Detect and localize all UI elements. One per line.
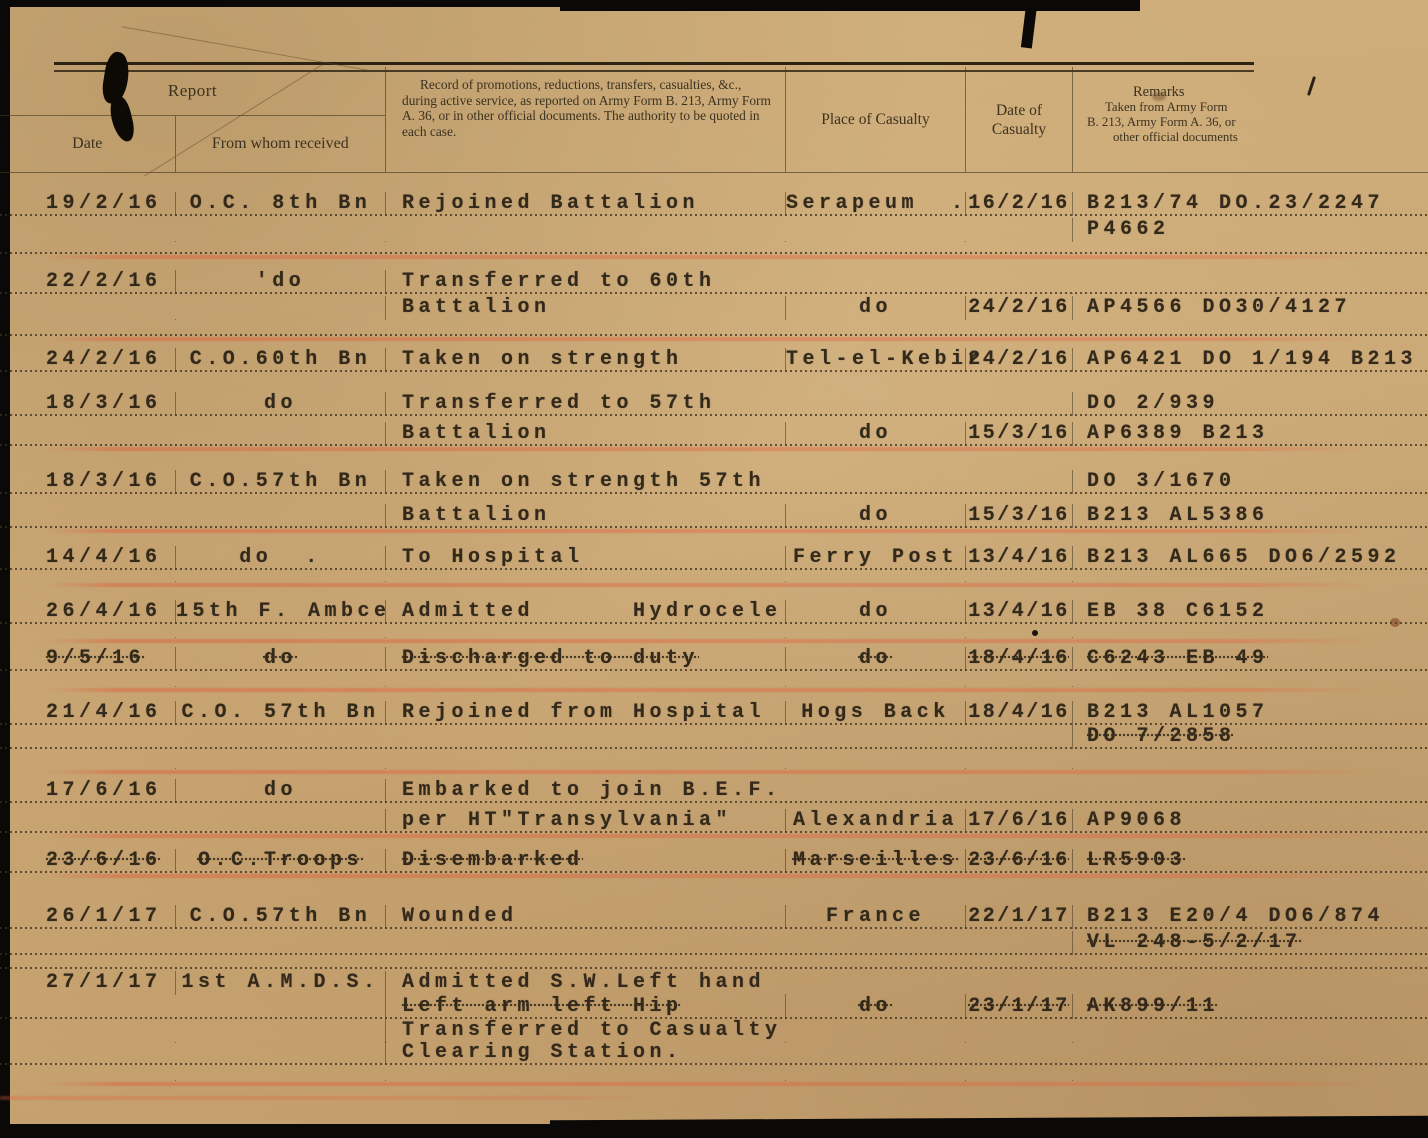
header-casualty-date-line2: Casualty [991,120,1047,138]
header-report-group [0,67,385,172]
cell-report-date: 26/4/16 [46,600,162,623]
table-row [0,1019,1428,1043]
table-row [0,969,1428,995]
header-report-label: Report [0,67,385,116]
cell-record-entry: Embarked to join B.E.F. [385,779,785,803]
cell-record-entry: Discharged to duty [385,647,785,671]
cell-date-of-casualty: 17/6/16 [965,809,1072,833]
cell-place-of-casualty [785,1080,965,1081]
table-row [0,582,1428,624]
cell-remarks-reference [1072,1080,1428,1081]
cell-date-of-casualty: 18/4/16 [965,701,1072,725]
cell-report-date: 19/2/16 [46,192,162,215]
table-row [0,320,1428,336]
cell-from-whom-received: C.O.60th Bn [175,348,385,372]
table-row [0,873,1428,929]
cell-place-of-casualty: Alexandria [785,809,965,833]
cell-remarks-reference: AP6421 DO 1/194 B213 [1072,348,1428,372]
table-row [0,216,1428,242]
cell-from-whom-received: C.O. 57th Bn [175,701,385,725]
scan-edge-top-thick [560,0,1140,11]
cell-record-entry: Battalion [385,422,785,446]
cell-from-whom-received: do [175,779,385,803]
table-header [0,67,1428,173]
cell-remarks-reference: B213 AL5386 [1072,504,1428,528]
cell-place-of-casualty: do [785,504,965,528]
cell-place-of-casualty: Hogs Back [785,701,965,725]
table-row [0,687,1428,725]
header-remarks-line2: Taken from Army Form [1105,100,1228,114]
cell-record-entry: Rejoined Battalion [385,192,785,216]
cell-report-date: 14/4/16 [46,546,162,569]
table-row [0,749,1428,769]
cell-date-of-casualty: 24/2/16 [965,348,1072,372]
cell-record-entry: Transferred to 60th [385,270,785,294]
table-row [0,372,1428,416]
cell-place-of-casualty: do [785,296,965,320]
cell-record-entry: Transferred to Casualty [385,1019,785,1043]
header-record-text: Record of promotions, reductions, transfers, casualties, &c., during active service, as reported on Army Form B. 213, Army Form A. 36, or in other official documents. The authority to be quoted in each case. [402,77,771,139]
table-row [0,254,1428,294]
cell-from-whom-received: O.C. 8th Bn [175,192,385,216]
cell-date-of-casualty: 23/1/17 [965,995,1072,1019]
header-place-label: Place of Casualty [785,67,965,172]
ink-speck [1032,630,1038,636]
header-date-label: Date [72,135,103,152]
cell-record-entry: Rejoined from Hospital [385,701,785,725]
cell-from-whom-received: do [175,392,385,416]
table-row [0,833,1428,873]
header-casualty-date-label [965,67,1072,172]
cell-remarks-reference: EB 38 C6152 [1072,600,1428,624]
cell-date-of-casualty: 22/1/17 [965,905,1072,929]
table-row [0,294,1428,320]
cell-from-whom-received [175,1080,385,1081]
cell-record-entry: Battalion [385,296,785,320]
cell-report-date: 18/3/16 [46,470,162,493]
cell-report-date: 21/4/16 [46,701,162,724]
cell-remarks-reference: AP4566 DO30/4127 [1072,296,1428,320]
cell-place-of-casualty: do [785,422,965,446]
cell-from-whom-received: O.C.Troops [175,849,385,873]
cell-report-date: 23/6/16 [46,849,162,872]
header-remarks-label [1072,67,1428,172]
table-row [0,671,1428,687]
cell-date-of-casualty [965,1080,1072,1081]
cell-remarks-reference: AP9068 [1072,809,1428,833]
cell-remarks-reference: AP6389 B213 [1072,422,1428,446]
cell-date-of-casualty: 16/2/16 [965,192,1072,216]
table-row [0,494,1428,528]
cell-record-entry: Transferred to 57th [385,392,785,416]
table-row [0,528,1428,570]
table-body [0,172,1428,1081]
cell-record-entry: To Hospital [385,546,785,570]
cell-remarks-reference: DO 2/939 [1072,392,1428,416]
stain-speck [1390,618,1400,627]
table-row [0,1065,1428,1081]
cell-place-of-casualty: France [785,905,965,929]
cell-remarks-reference: DO 3/1670 [1072,470,1428,494]
cell-from-whom-received: C.O.57th Bn [175,905,385,929]
table-row [0,638,1428,671]
scan-edge-bottom-thick [550,1116,1428,1138]
cell-remarks-reference: B213 AL1057 [1072,701,1428,725]
cell-remarks-reference: VL 248-5/2/17 [1072,931,1428,955]
cell-from-whom-received: 'do [175,270,385,294]
cell-record-entry: Taken on strength [385,348,785,372]
cell-place-of-casualty: Serapeum . [786,192,968,215]
cell-report-date: 9/5/16 [46,647,146,670]
cell-record-entry: Admitted Hydrocele [385,600,785,624]
cell-record-entry: Taken on strength 57th [385,470,785,494]
cell-place-of-casualty: do [785,600,965,624]
cell-remarks-reference: B213/74 DO.23/2247 [1072,192,1428,216]
cell-report-date: 17/6/16 [46,779,162,802]
table-row [0,242,1428,254]
cell-report-date [0,1080,175,1081]
cell-report-date: 27/1/17 [46,971,162,994]
table-row [0,955,1428,969]
table-row [0,570,1428,582]
cell-report-date: 26/1/17 [46,905,162,928]
cell-record-entry: Admitted S.W.Left hand [385,971,785,995]
cell-record-entry: Clearing Station. [385,1041,785,1065]
cell-place-of-casualty: Marseilles [785,849,965,873]
cell-date-of-casualty: 15/3/16 [965,504,1072,528]
cell-from-whom-received: C.O.57th Bn [175,470,385,494]
cell-record-entry: Left arm left Hip [385,995,785,1019]
cell-record-entry: Wounded [385,905,785,929]
cell-from-whom-received: 1st A.M.D.S. [175,971,385,995]
cell-remarks-reference: AK899/11 [1072,995,1428,1019]
table-row [0,446,1428,494]
cell-date-of-casualty: 23/6/16 [965,849,1072,873]
cell-record-entry: Battalion [385,504,785,528]
cell-date-of-casualty: 15/3/16 [965,422,1072,446]
table-row [0,1043,1428,1065]
cell-report-date: 18/3/16 [46,392,162,415]
header-record-label [385,67,785,172]
header-from-whom-label: From whom received [175,116,385,172]
cell-place-of-casualty: Tel-el-Kebir [786,348,985,371]
cell-date-of-casualty: 13/4/16 [965,546,1072,570]
table-row [0,725,1428,749]
red-ruled-line [0,1096,640,1100]
header-remarks-line3: B. 213, Army Form A. 36, or [1087,115,1236,129]
cell-remarks-reference: LR5903 [1072,849,1428,873]
header-remarks-line1: Remarks [1133,84,1185,100]
cell-from-whom-received: do [175,647,385,671]
header-remarks-line4: other official documents [1113,130,1238,144]
cell-remarks-reference: B213 E20/4 DO6/874 [1072,905,1428,929]
table-row [0,769,1428,803]
cell-remarks-reference: C6243 EB 49 [1072,647,1428,671]
table-row [0,336,1428,372]
table-row [0,995,1428,1019]
cell-place-of-casualty: Ferry Post [785,546,965,570]
cell-place-of-casualty: do [785,995,965,1019]
cell-place-of-casualty: do [785,647,965,671]
cell-from-whom-received: do . [175,546,385,570]
table-row [0,416,1428,446]
cell-date-of-casualty: 24/2/16 [965,296,1072,320]
cell-remarks-reference: DO 7/2858 [1072,725,1428,749]
table-row [0,172,1428,216]
header-casualty-date-line1: Date of [995,101,1043,119]
cell-report-date: 22/2/16 [46,270,162,293]
table-row [0,929,1428,955]
cell-report-date: 24/2/16 [46,348,162,371]
table-row [0,803,1428,833]
table-row [0,624,1428,638]
cell-date-of-casualty: 18/4/16 [965,647,1072,671]
smudge [1152,92,1166,101]
cell-remarks-reference: B213 AL665 DO6/2592 [1072,546,1428,570]
cell-record-entry: Disembarked [385,849,785,873]
cell-remarks-reference: P4662 [1072,218,1428,242]
cell-date-of-casualty: 13/4/16 [965,600,1072,624]
cell-record-entry [385,1080,785,1081]
cell-from-whom-received: 15th F. Ambce [176,600,391,623]
cell-record-entry: per HT"Transylvania" [385,809,785,833]
